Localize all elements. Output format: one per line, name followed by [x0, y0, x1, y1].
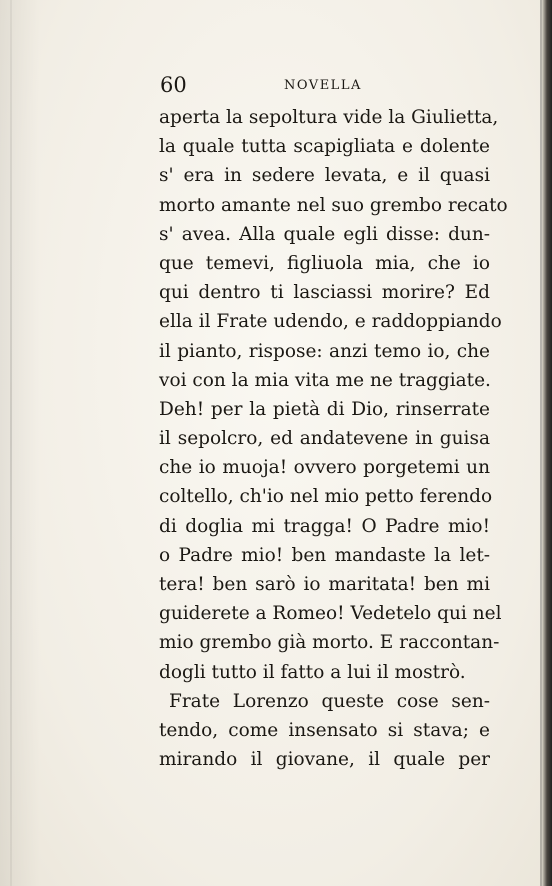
text-line: che io muoja! ovvero porgetemi un: [159, 457, 490, 479]
text-line: Deh! per la pietà di Dio, rinserrate: [159, 398, 490, 420]
text-line: que temevi, figliuola mia, che io: [159, 252, 490, 274]
text-line: s' era in sedere levata, e il quasi: [159, 165, 490, 187]
text-line: ella il Frate udendo, e raddoppiando: [159, 311, 502, 333]
text-line: mio grembo già morto. E raccontan-: [159, 632, 500, 654]
page-header: [160, 72, 490, 98]
text-line: guiderete a Romeo! Vedetelo qui nel: [159, 603, 502, 625]
paragraph-start-line: Frate Lorenzo queste cose sen-: [169, 690, 490, 712]
text-line: morto amante nel suo grembo recato: [159, 194, 508, 216]
text-line: di doglia mi tragga! O Padre mio!: [159, 515, 490, 537]
text-line: la quale tutta scapigliata e dolente: [159, 136, 490, 158]
text-line: mirando il giovane, il quale per: [159, 749, 490, 771]
text-line: coltello, ch'io nel mio petto ferendo: [159, 486, 493, 508]
text-line: il pianto, rispose: anzi temo io, che: [159, 340, 490, 362]
text-line: voi con la mia vita me ne traggiate.: [159, 369, 491, 391]
text-line: aperta la sepoltura vide la Giulietta,: [159, 107, 499, 128]
text-line: o Padre mio! ben mandaste la let-: [159, 544, 490, 566]
page-edge-shadow: [10, 0, 12, 886]
text-line: qui dentro ti lasciassi morire? Ed: [159, 282, 490, 304]
text-line: tera! ben sarò io maritata! ben mi: [159, 574, 490, 595]
text-line: tendo, come insensato si stava; e: [159, 719, 490, 741]
body-text: [159, 103, 508, 774]
text-line: s' avea. Alla quale egli disse: dun-: [159, 223, 490, 245]
binding-edge: [542, 0, 552, 886]
page-number: 60: [160, 73, 187, 97]
text-line: il sepolcro, ed andatevene in guisa: [159, 428, 490, 450]
text-line: dogli tutto il fatto a lui il mostrò.: [159, 661, 466, 683]
running-head: NOVELLA: [284, 78, 362, 93]
